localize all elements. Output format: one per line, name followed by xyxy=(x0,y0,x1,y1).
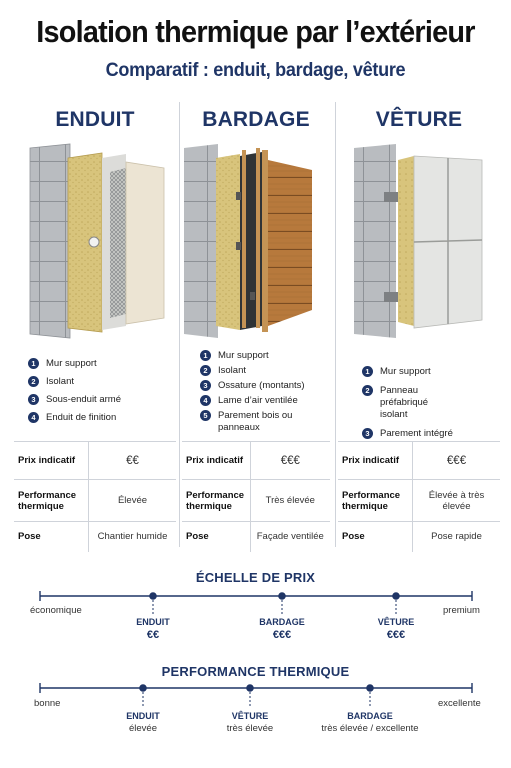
column-title: BARDAGE xyxy=(202,108,310,131)
legend-item: 1 Mur support xyxy=(200,350,305,362)
column-divider xyxy=(335,102,336,547)
performance-scale-title: PERFORMANCE THERMIQUE xyxy=(161,664,350,679)
performance-marker-label: BARDAGE très élevée / excellente xyxy=(321,711,419,734)
performance-marker-bardage xyxy=(366,684,374,692)
enduit-finition-layer xyxy=(126,162,164,324)
performance-marker-label: ENDUIT élevée xyxy=(126,711,160,734)
performance-marker-label: VÊTURE très élevée xyxy=(226,711,274,734)
enduit-legend xyxy=(28,358,121,424)
price-scale-title: ÉCHELLE DE PRIX xyxy=(195,570,316,585)
table-key: Performance thermique xyxy=(338,480,413,522)
enduit-wall-illustration xyxy=(14,142,176,342)
table-value: €€€ xyxy=(413,442,500,480)
legend-item: 2 Isolant xyxy=(28,376,121,388)
anchor-icon xyxy=(89,237,99,247)
legend-item: 4 Enduit de finition xyxy=(28,412,121,424)
mur-support-layer xyxy=(184,144,218,338)
performance-scale-high-label: excellente xyxy=(438,698,481,709)
legend-item: 3 Parement intégré xyxy=(362,428,453,440)
table-value: Chantier humide xyxy=(89,522,176,552)
price-marker-veture xyxy=(392,592,400,600)
enduit-spec-table xyxy=(14,441,176,552)
legend-item: 2 Panneau préfabriqué isolant xyxy=(362,385,452,421)
price-marker-label: VÊTURE €€€ xyxy=(377,617,415,641)
table-value: Élevée xyxy=(89,480,176,522)
table-value: €€ xyxy=(89,442,176,480)
column-bardage xyxy=(182,100,330,548)
table-key: Pose xyxy=(182,522,250,552)
veture-wall-illustration xyxy=(338,142,500,342)
mur-support-layer xyxy=(354,144,396,338)
column-enduit xyxy=(14,100,176,548)
price-marker-bardage xyxy=(278,592,286,600)
table-key: Prix indicatif xyxy=(338,442,413,480)
panneau-isolant-layer xyxy=(398,156,414,326)
table-value: Très élevée xyxy=(250,480,330,522)
bardage-spec-table xyxy=(182,441,330,552)
parement-bois-layer xyxy=(268,160,312,326)
performance-scale-low-label: bonne xyxy=(34,698,61,709)
bardage-legend xyxy=(200,350,305,434)
bardage-wall-illustration xyxy=(182,142,330,342)
legend-item: 3 Sous-enduit armé xyxy=(28,394,121,406)
mur-support-layer xyxy=(30,144,70,338)
legend-item: 2 Isolant xyxy=(200,365,305,377)
price-marker-enduit xyxy=(149,592,157,600)
column-title: VÊTURE xyxy=(375,108,463,131)
performance-marker-enduit xyxy=(139,684,147,692)
legend-item: 1 Mur support xyxy=(362,366,453,378)
veture-spec-table xyxy=(338,441,500,552)
column-divider xyxy=(179,102,180,547)
table-key: Performance thermique xyxy=(14,480,89,522)
table-value: Pose rapide xyxy=(413,522,500,552)
legend-item: 4 Lame d’air ventilée xyxy=(200,395,305,407)
table-key: Prix indicatif xyxy=(14,442,89,480)
legend-item: 3 Ossature (montants) xyxy=(200,380,305,392)
page-subtitle: Comparatif : enduit, bardage, vêture xyxy=(105,60,406,81)
legend-item: 5 Parement bois ou panneaux xyxy=(200,410,300,434)
bracket-icon xyxy=(384,192,400,202)
price-scale-high-label: premium xyxy=(443,605,480,616)
table-key: Performance thermique xyxy=(182,480,250,522)
price-marker-label: ENDUIT €€ xyxy=(136,617,170,641)
legend-item: 1 Mur support xyxy=(28,358,121,370)
table-value: Élevée à très élevée xyxy=(413,480,500,522)
ossature-montant xyxy=(256,148,260,328)
table-key: Pose xyxy=(338,522,413,552)
ossature-montant xyxy=(242,150,246,328)
bracket-icon xyxy=(384,292,400,302)
table-key: Pose xyxy=(14,522,89,552)
column-title: ENDUIT xyxy=(55,108,135,131)
table-value: Façade ventilée xyxy=(250,522,330,552)
performance-marker-veture xyxy=(246,684,254,692)
table-value: €€€ xyxy=(250,442,330,480)
performance-scale-axis xyxy=(0,680,511,710)
column-veture xyxy=(338,100,500,548)
price-marker-label: BARDAGE €€€ xyxy=(259,617,305,641)
veture-legend xyxy=(362,366,453,440)
page-title: Isolation thermique par l’extérieur xyxy=(36,14,475,49)
table-key: Prix indicatif xyxy=(182,442,250,480)
price-scale-low-label: économique xyxy=(30,605,82,616)
